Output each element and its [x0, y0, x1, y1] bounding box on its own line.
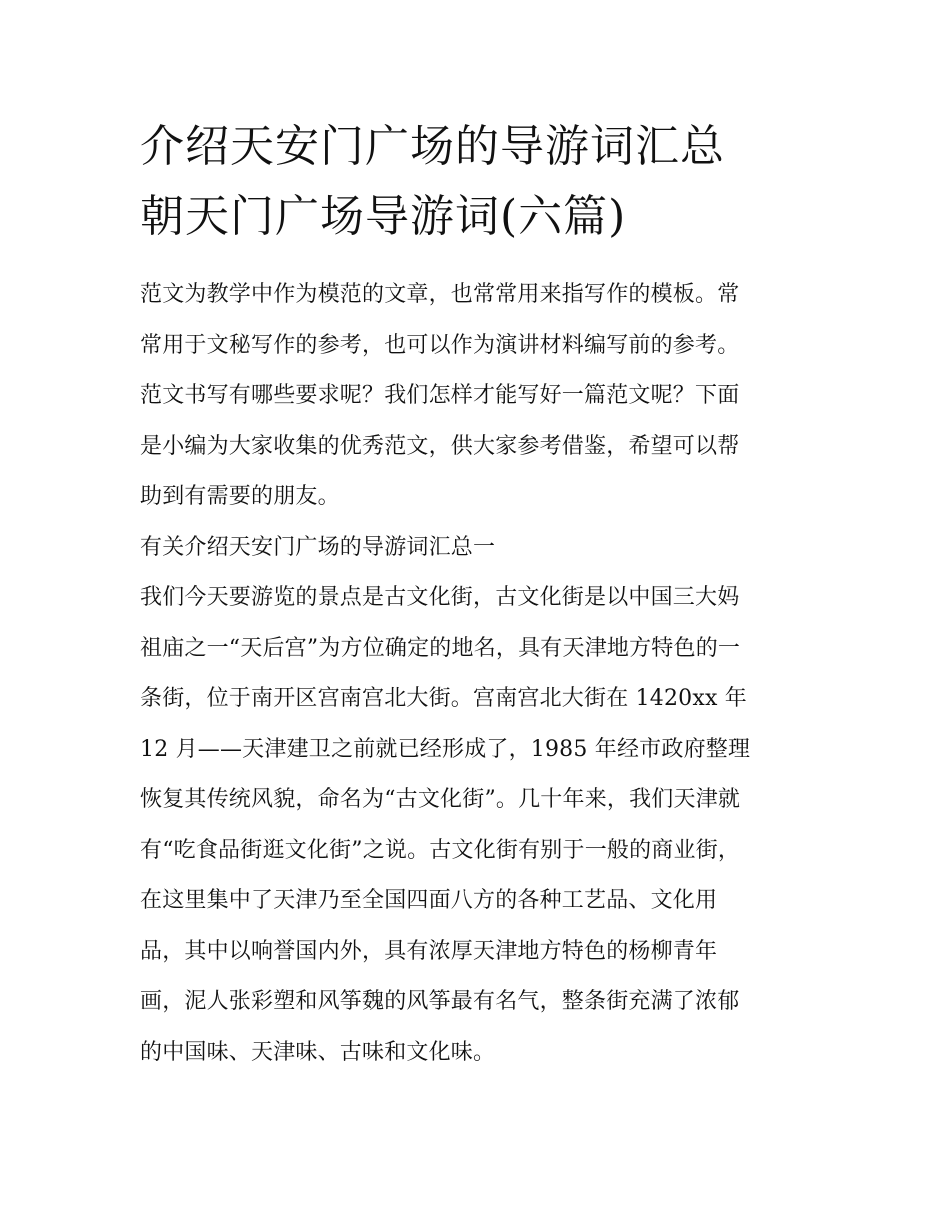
- document-content: [140, 112, 812, 1078]
- intro-paragraph: [140, 270, 812, 523]
- section-line: 12 月——天津建卫之前就已经形成了，1985 年经市政府整理: [140, 736, 751, 762]
- intro-line: 范文书写有哪些要求呢？我们怎样才能写好一篇范文呢？下面: [140, 383, 740, 408]
- title-line: 朝天门广场导游词(六篇): [140, 191, 627, 242]
- section-line: 在这里集中了天津乃至全国四面八方的各种工艺品、文化用: [140, 888, 718, 913]
- section-line: 品，其中以响誉国内外，具有浓厚天津地方特色的杨柳青年: [140, 938, 718, 964]
- section-heading: 有关介绍天安门广场的导游词汇总一: [140, 534, 496, 560]
- section-line: 有“吃食品街逛文化街”之说。古文化街有别于一般的商业街，: [140, 837, 741, 863]
- section-heading-block: [140, 523, 812, 574]
- section-line: 条街，位于南开区宫南宫北大街。宫南宫北大街在 1420xx 年: [140, 686, 747, 711]
- intro-line: 常用于文秘写作的参考，也可以作为演讲材料编写前的参考。: [140, 332, 740, 358]
- intro-line: 是小编为大家收集的优秀范文，供大家参考借鉴，希望可以帮: [140, 433, 740, 459]
- section-line: 我们今天要游览的景点是古文化街，古文化街是以中国三大妈: [140, 585, 740, 610]
- section-line: 的中国味、天津味、古味和文化味。: [140, 1039, 496, 1065]
- section-line: 祖庙之一“天后宫”为方位确定的地名，具有天津地方特色的一: [140, 635, 741, 661]
- intro-line: 范文为教学中作为模范的文章，也常常用来指写作的模板。常: [140, 282, 740, 307]
- document-title: [140, 112, 812, 252]
- intro-line: 助到有需要的朋友。: [140, 484, 340, 509]
- title-line: 介绍天安门广场的导游词汇总: [140, 121, 725, 172]
- section-line: 画，泥人张彩塑和风筝魏的风筝最有名气，整条街充满了浓郁: [140, 989, 740, 1014]
- section-line: 恢复其传统风貌，命名为“古文化街”。几十年来，我们天津就: [140, 787, 741, 812]
- section-paragraph: [140, 573, 812, 1078]
